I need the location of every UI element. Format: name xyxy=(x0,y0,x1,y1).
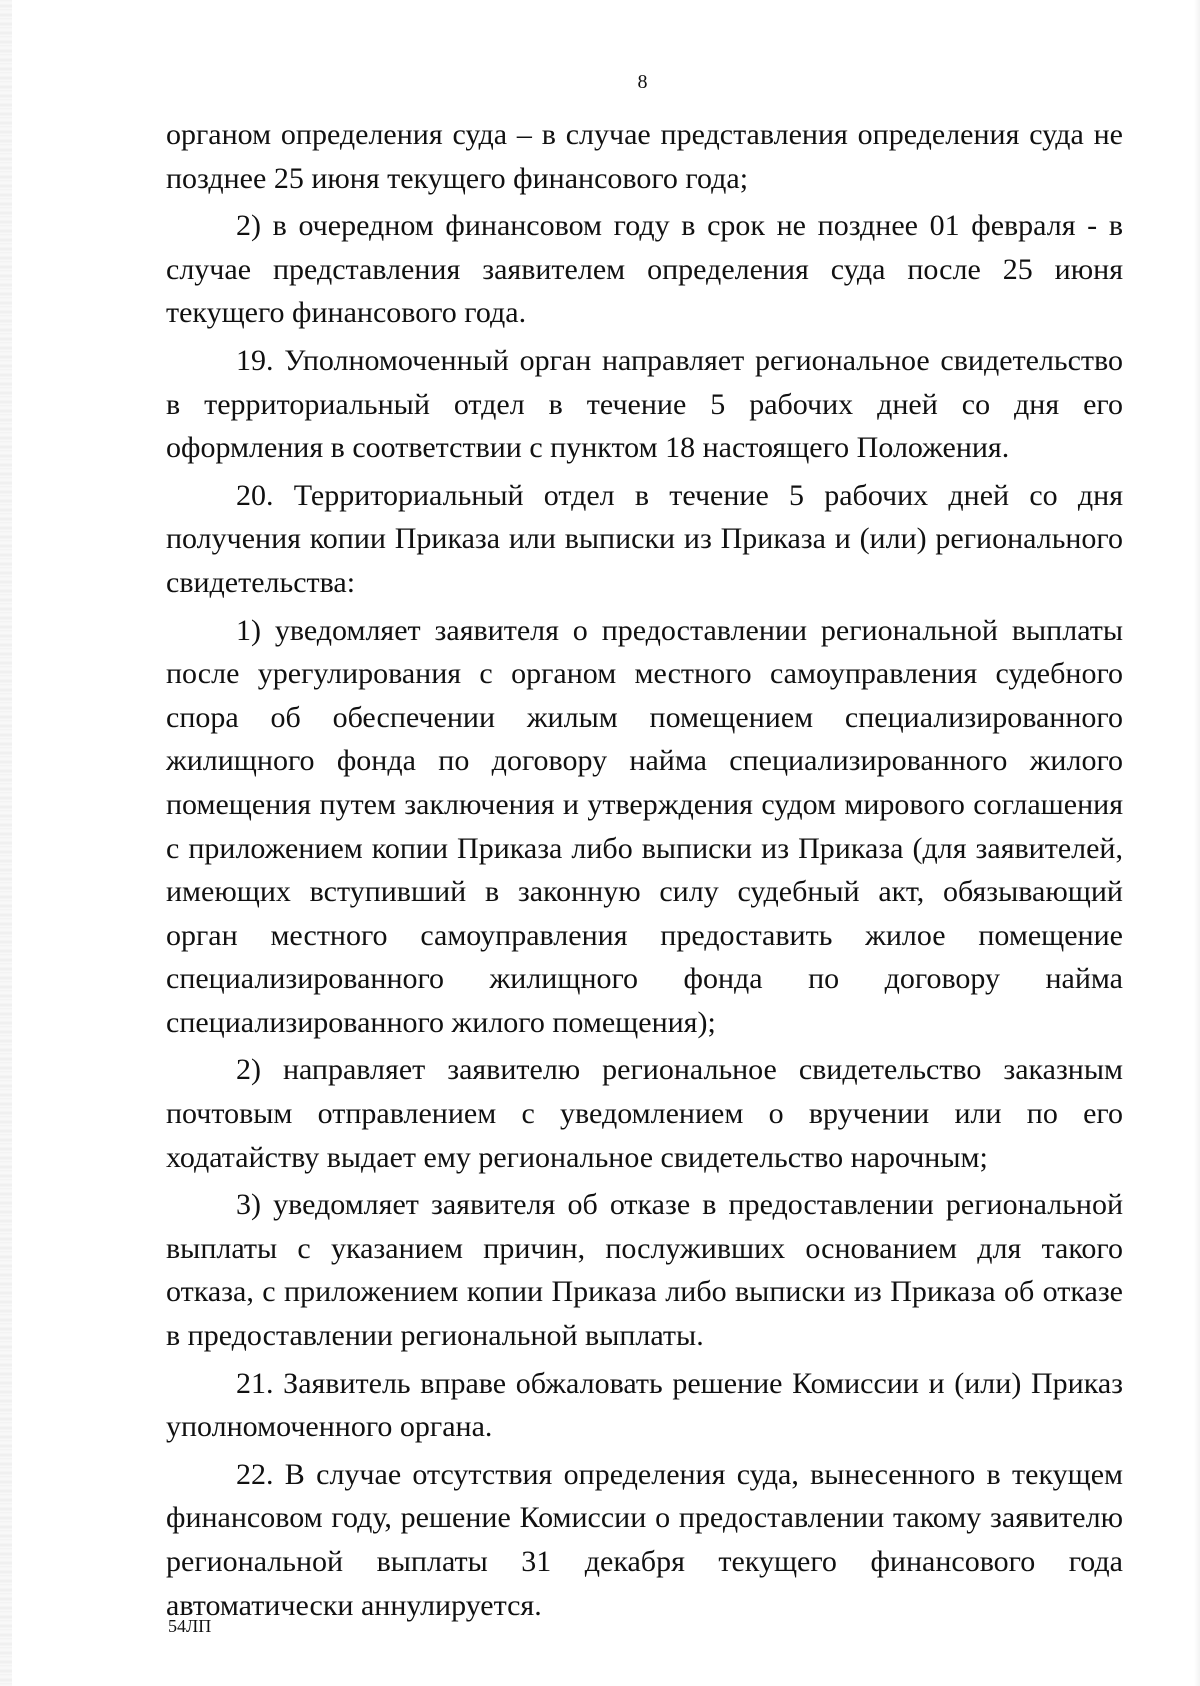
scan-edge-left xyxy=(0,0,12,1686)
document-body xyxy=(166,113,1123,1631)
paragraph-clause-19: 19. Уполномоченный орган направляет региональное свидетельство в территориальный отдел в течение 5 рабочих дней со дня его оформления в соответствии с пунктом 18 настоящего Положения. xyxy=(166,343,1123,465)
document-code: 54ЛП xyxy=(168,1616,212,1636)
paragraph-clause-20-item-3: 3) уведомляет заявителя об отказе в предоставлении региональной выплаты с указанием причин, послуживших основанием для такого отказа, с приложением копии Приказа либо выписки из Приказа об отказе в предоставлении региональной выплаты. xyxy=(166,1188,1123,1353)
paragraph-clause-20-item-1: 1) уведомляет заявителя о предоставлении региональной выплаты после урегулирования с органом местного самоуправления судебного спора об обеспечении жилым помещением специализированного жилищного фонда по договору найма специализированного жилого помещения путем заключения и утверждения судом мирового соглашения с приложением копии Приказа либо выписки из Приказа (для заявителей, имеющих вступивший в законную силу судебный акт, обязывающий орган местного самоуправления предоставить жилое помещение специализированного жилищного фонда по договору найма специализированного жилого помещения); xyxy=(166,613,1123,1039)
paragraph-clause-21: 21. Заявитель вправе обжаловать решение Комиссии и (или) Приказ уполномоченного органа. xyxy=(166,1366,1123,1444)
paragraph-clause-22: 22. В случае отсутствия определения суда, вынесенного в текущем финансовом году, решение Комиссии о предоставлении такому заявителю региональной выплаты 31 декабря текущего финансового года автоматически аннулируется. xyxy=(166,1457,1123,1622)
paragraph-continuation: органом определения суда – в случае представления определения суда не позднее 25 июня текущего финансового года; xyxy=(166,118,1123,195)
paragraph-item-2: 2) в очередном финансовом году в срок не позднее 01 февраля - в случае представления заявителем определения суда после 25 июня текущего финансового года. xyxy=(166,209,1123,330)
paragraph-clause-20-item-2: 2) направляет заявителю региональное свидетельство заказным почтовым отправлением с уведомлением о вручении или по его ходатайству выдает ему региональное свидетельство нарочным; xyxy=(166,1053,1123,1174)
paragraph-clause-20: 20. Территориальный отдел в течение 5 рабочих дней со дня получения копии Приказа или выписки из Приказа и (или) регионального свидетельства: xyxy=(166,478,1123,599)
scan-edge-right xyxy=(1194,0,1200,1686)
page-number: 8 xyxy=(637,71,648,93)
